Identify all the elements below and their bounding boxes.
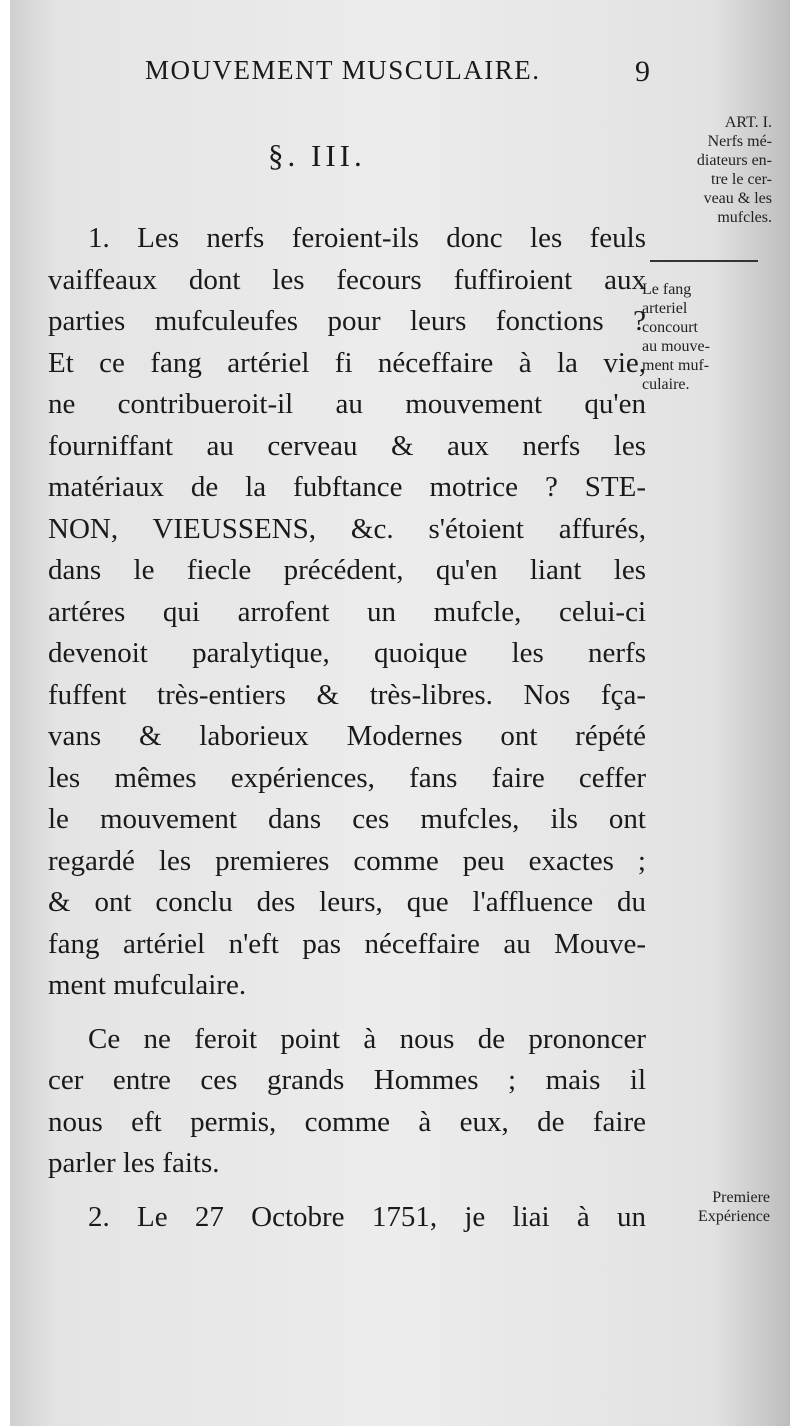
margin-line: Expérience [698, 1208, 770, 1225]
text-line: regardé les premieres comme peu exactes ; [48, 844, 646, 877]
margin-line: mufcles. [717, 209, 772, 226]
margin-line: veau & les [703, 190, 772, 207]
margin-line: tre le cer- [711, 171, 772, 188]
body-text [48, 218, 646, 1238]
margin-line: Nerfs mé- [707, 133, 772, 150]
running-header [135, 55, 675, 95]
margin-line: diateurs en- [696, 152, 772, 169]
text-line: parties mufculeufes pour leurs fonctions ? [48, 305, 646, 337]
text-line: artéres qui arrofent un mufcle, celui-ci [48, 595, 646, 628]
text-line: ment mufculaire. [48, 969, 247, 1001]
running-title: MOUVEMENT MUSCULAIRE. [145, 55, 541, 85]
text-line: cer entre ces grands Hommes ; mais il [48, 1064, 646, 1096]
text-line: 2. Le 27 Octobre 1751, je liai à un [88, 1200, 646, 1233]
margin-line: culaire. [642, 376, 690, 393]
text-line: devenoit paralytique, quoique les nerfs [48, 637, 646, 669]
paragraph-gap [48, 1007, 646, 1019]
text-line: les mêmes expériences, fans faire ceffer [48, 761, 646, 794]
margin-line: arteriel [642, 300, 688, 317]
text-line: nous eft permis, comme à eux, de faire [48, 1105, 646, 1138]
text-line: vaiffeaux dont les fecours fuffiroient aux [48, 263, 646, 296]
margin-line: ment muf- [642, 357, 710, 374]
text-line: Et ce fang artériel fi néceffaire à la vie, [48, 346, 646, 379]
text-line: & ont conclu des leurs, que l'affluence du [48, 886, 646, 918]
margin-line: ART. I. [724, 114, 772, 131]
text-line: 1. Les nerfs feroient-ils donc les feuls [88, 222, 646, 254]
text-line: ne contribueroit-il au mouvement qu'en [48, 388, 646, 420]
text-line: matériaux de la fubftance motrice ? STE- [48, 471, 646, 503]
section-heading: §. III. [268, 138, 366, 173]
text-line: NON, VIEUSSENS, &c. s'étoient affurés, [48, 512, 646, 545]
margin-line: Le fang [642, 281, 692, 298]
margin-note-article [642, 113, 772, 227]
margin-divider [650, 260, 758, 262]
text-line: fourniffant au cerveau & aux nerfs les [48, 429, 646, 462]
margin-note-sang [642, 280, 762, 394]
book-page [10, 0, 790, 1426]
paragraph-gap [48, 1185, 646, 1197]
text-line: vans & laborieux Modernes ont répété [48, 720, 646, 752]
margin-line: au mouve- [642, 338, 710, 355]
text-line: fang artériel n'eft pas néceffaire au Mouve- [48, 927, 646, 960]
text-line: parler les faits. [48, 1147, 220, 1179]
text-line: le mouvement dans ces mufcles, ils ont [48, 803, 646, 835]
margin-line: Premiere [712, 1189, 770, 1206]
text-line: dans le fiecle précédent, qu'en liant les [48, 554, 646, 586]
text-line: fuffent très-entiers & très-libres. Nos fça- [48, 678, 646, 711]
text-line: Ce ne feroit point à nous de prononcer [88, 1022, 646, 1055]
margin-note-experience [650, 1188, 770, 1226]
margin-line: concourt [642, 319, 698, 336]
page-number: 9 [635, 55, 652, 88]
